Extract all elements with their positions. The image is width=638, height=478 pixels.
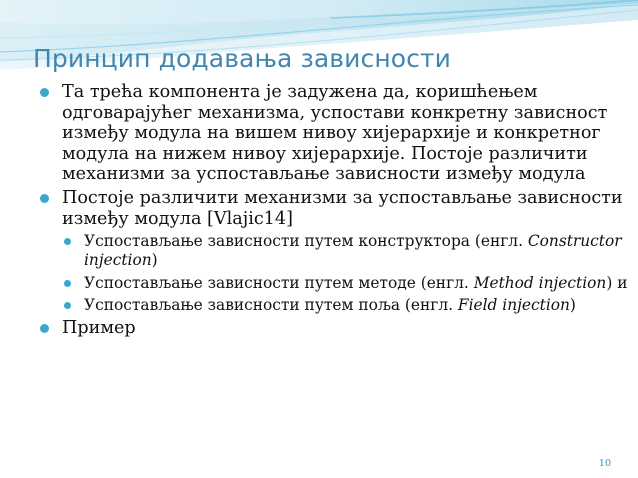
sub-bullet-closing: ) (151, 251, 158, 270)
bullet-icon (64, 302, 71, 309)
slide-content (38, 82, 628, 342)
bullet-icon (40, 194, 49, 203)
sub-bullet-item (38, 296, 628, 315)
page-number: 10 (598, 458, 611, 469)
slide-title: Принцип додавања зависности (33, 44, 452, 73)
sub-bullet-text: Успостављање зависности путем конструктора (енгл. (84, 232, 528, 251)
bullet-item (38, 318, 628, 339)
bullet-icon (64, 238, 71, 245)
bullet-item (38, 188, 628, 229)
sub-bullet-item (38, 232, 628, 271)
sub-bullet-closing: ) (569, 296, 576, 315)
sub-bullet-closing: ) и (606, 273, 628, 292)
sub-bullet-text: Успостављање зависности путем поља (енгл. (84, 296, 458, 315)
sub-bullet-italic-term: Constructor injection (84, 232, 622, 270)
sub-bullet-item (38, 274, 628, 293)
bullet-text: Постоје различити механизми за успостављање зависности између модула [Vlajic14] (62, 187, 623, 229)
sub-bullet-text: Успостављање зависности путем методе (енгл. (84, 273, 474, 292)
bullet-icon (40, 324, 49, 333)
bullet-icon (64, 280, 71, 287)
bullet-item (38, 82, 628, 185)
sub-bullet-italic-term: Field injection (457, 296, 570, 315)
bullet-text: Пример (62, 318, 136, 339)
bullet-icon (40, 88, 49, 97)
bullet-text: Та трећа компонента је задужена да, коришћењем одговарајућег механизма, успостави конкретну зависност између модула на вишем нивоу хијерархије и конкретног модула на нижем нивоу хијерархије. Постоје различити механизми за успостављање зависности између модула (62, 82, 608, 185)
sub-bullet-italic-term: Method injection (473, 273, 607, 292)
